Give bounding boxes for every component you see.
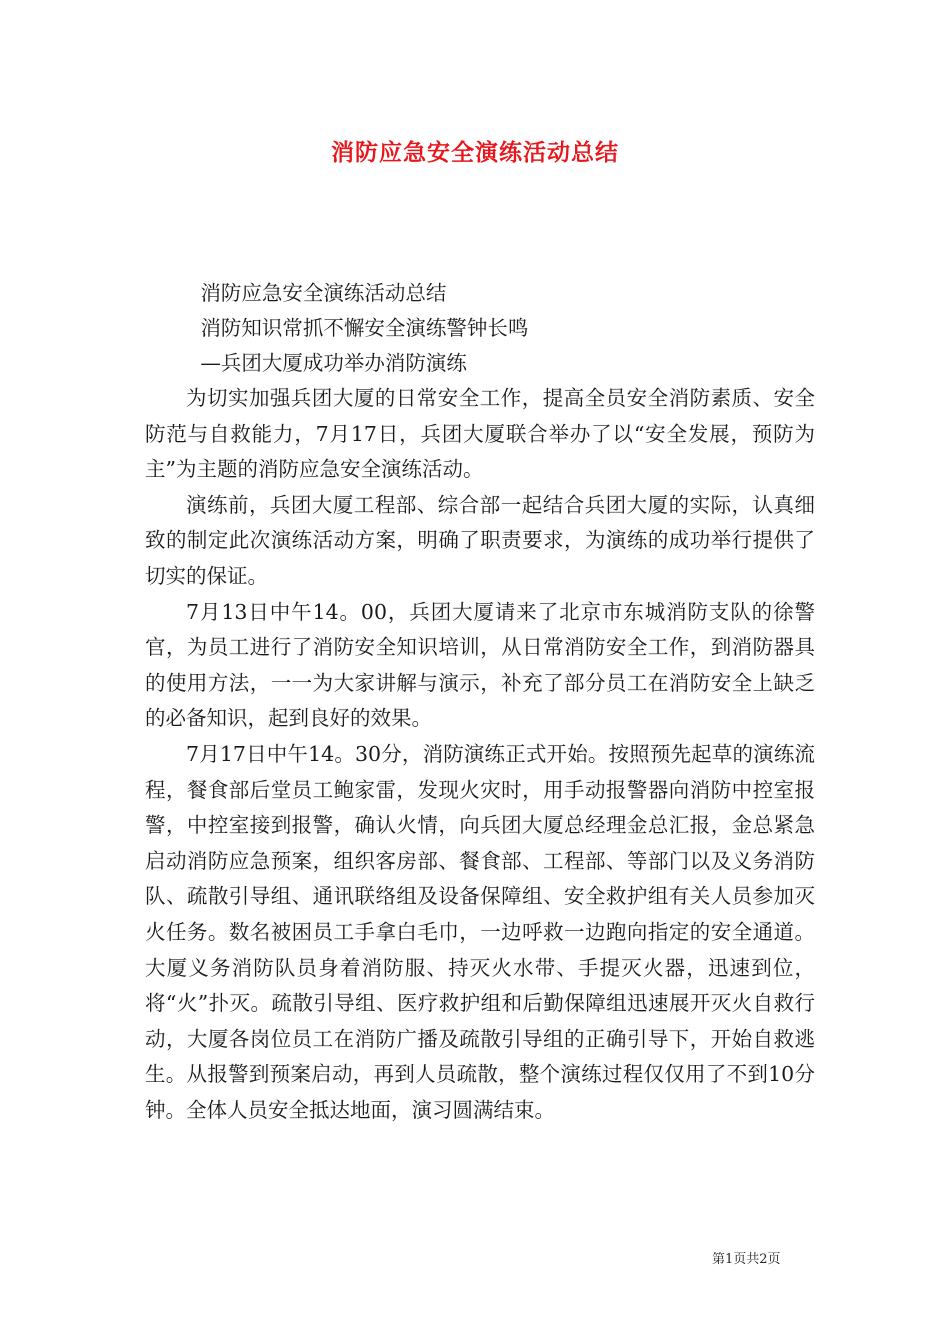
intro-line-3: —兵团大厦成功举办消防演练 (200, 351, 467, 375)
paragraph-2: 演练前，兵团大厦工程部、综合部一起结合兵团大厦的实际，认真细致的制定此次演练活动方案，明确了职责要求，为演练的成功举行提供了切实的保证。 (145, 492, 815, 588)
page-number: 第1页共2页 (712, 1252, 781, 1267)
paragraph-1: 为切实加强兵团大厦的日常安全工作，提高全员安全消防素质、安全防范与自救能力，7月17日，兵团大厦联合举办了以“安全发展，预防为主”为主题的消防应急安全演练活动。 (145, 386, 815, 482)
paragraph-4: 7月17日中午14。30分，消防演练正式开始。按照预先起草的演练流程，餐食部后堂员工鲍家雷，发现火灾时，用手动报警器向消防中控室报警，中控室接到报警，确认火情，向兵团大厦总经理金总汇报，金总紧急启动消防应急预案，组织客房部、餐食部、工程部、等部门以及义务消防队、疏散引导组、通讯联络组及设备保障组、安全救护组有关人员参加灭火任务。数名被困员工手拿白毛巾，一边呼救一边跑向指定的安全通道。大厦义务消防队员身着消防服、持灭火水带、手提灭火器，迅速到位，将“火”扑灭。疏散引导组、医疗救护组和后勤保障组迅速展开灭火自救行动，大厦各岗位员工在消防广播及疏散引导组的正确引导下，开始自救逃生。从报警到预案启动，再到人员疏散，整个演练过程仅仅用了不到10分钟。全体人员安全抵达地面，演习圆满结束。 (145, 741, 815, 1122)
document-title: 消防应急安全演练活动总结 (331, 140, 619, 166)
intro-line-2: 消防知识常抓不懈安全演练警钟长鸣 (200, 316, 529, 340)
intro-line-1: 消防应急安全演练活动总结 (200, 281, 447, 305)
paragraph-3: 7月13日中午14。00，兵团大厦请来了北京市东城消防支队的徐警官，为员工进行了消防安全知识培训，从日常消防安全工作，到消防器具的使用方法，一一为大家讲解与演示，补充了部分员工在消防安全上缺乏的必备知识，起到良好的效果。 (145, 599, 815, 731)
document-body (145, 276, 815, 1128)
